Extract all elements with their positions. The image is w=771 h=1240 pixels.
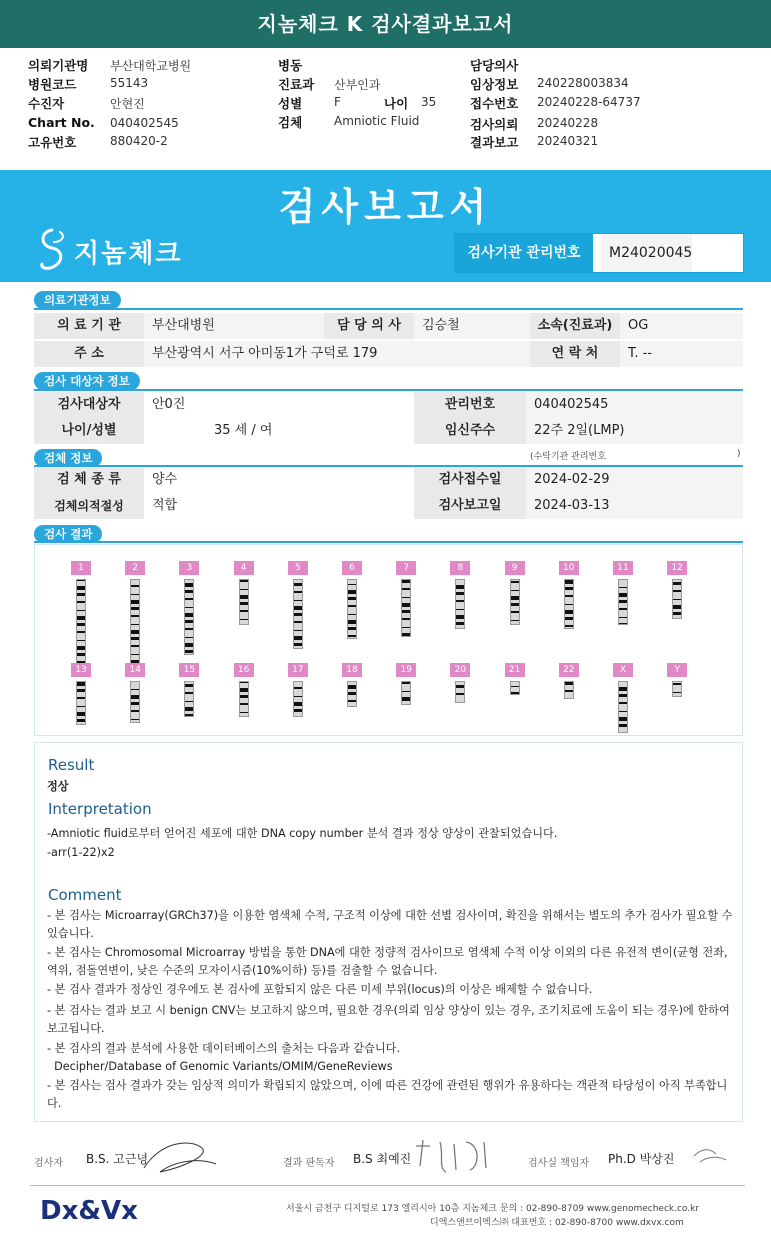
chromosome-ideogram <box>618 681 628 733</box>
chromosome-label: 9 <box>505 561 525 575</box>
clinical-value: 240228003834 <box>537 76 629 90</box>
received-date-value: 2024-02-29 <box>526 467 743 493</box>
request-label: 검사의뢰 <box>470 117 519 132</box>
received-date-label: 검사접수일 <box>414 467 526 493</box>
tester-value: B.S. 고근녕 <box>86 1152 149 1166</box>
chromosome-label: 13 <box>71 663 91 677</box>
report-header-title: 지놈체크 K 검사결과보고서 <box>0 0 771 48</box>
doctor-label-2: 담 당 의 사 <box>324 313 414 339</box>
judge-label: 결과 판독자 <box>283 1158 335 1169</box>
judge-signature-icon <box>410 1136 500 1176</box>
specimen-type-label: 검 체 종 류 <box>34 467 144 493</box>
dept-label-2: 소속(진료과) <box>530 313 620 339</box>
chromosome-ideogram <box>401 579 411 637</box>
footer-company: 디엑스앤브이엑스㈜ 대표번호 : 02-890-8700 www.dxvx.com <box>430 1218 684 1228</box>
chromosome-ideogram <box>293 579 303 649</box>
chromosome-label: Y <box>667 663 687 677</box>
comment-heading: Comment <box>48 886 122 904</box>
section-divider <box>34 308 743 310</box>
chromosome-label: 8 <box>450 561 470 575</box>
chromosome-ideogram <box>510 681 520 695</box>
dept-value: 산부인과 <box>334 78 381 92</box>
chart-value: 040402545 <box>110 116 179 130</box>
section-result: 검사 결과 <box>34 525 102 543</box>
chromosome-label: 2 <box>125 561 145 575</box>
dept-label: 진료과 <box>278 77 315 92</box>
request-value: 20240228 <box>537 116 599 130</box>
specimen-label: 검체 <box>278 115 303 130</box>
chromosome-ideogram <box>564 681 574 699</box>
footer-divider <box>30 1185 745 1186</box>
doctor-label: 담당의사 <box>470 58 519 73</box>
section-divider <box>34 389 743 391</box>
footer-address: 서울시 금천구 디지털로 173 엘리시아 10층 지놈체크 문의 : 02-890-8709 www.genomecheck.co.kr <box>286 1204 700 1214</box>
chromosome-label: 4 <box>234 561 254 575</box>
comment-5-databases: Decipher/Database of Genomic Variants/OMIM/GeneReviews <box>47 1060 393 1073</box>
chromosome-ideogram <box>239 681 249 717</box>
receipt-value: 20240228-64737 <box>537 95 641 109</box>
subject-mgmt-value: 040402545 <box>526 392 743 418</box>
address-label: 주 소 <box>34 341 144 367</box>
contact-label: 연 락 처 <box>530 341 620 367</box>
chief-label: 검사실 책임자 <box>528 1158 590 1169</box>
chromosome-label: 12 <box>667 561 687 575</box>
chromosome-label: 7 <box>396 561 416 575</box>
receipt-label: 접수번호 <box>470 96 519 111</box>
logo-text: 지놈체크 <box>74 239 183 269</box>
chromosome-ideogram <box>455 681 465 703</box>
chromosome-ideogram <box>672 681 682 697</box>
chromosome-label: 18 <box>342 663 362 677</box>
chromosome-label: 3 <box>179 561 199 575</box>
chromosome-label: 10 <box>559 561 579 575</box>
report-title: 검사보고서 <box>278 185 493 229</box>
chromosome-label: 5 <box>288 561 308 575</box>
comment-5: - 본 검사의 결과 분석에 사용한 데이터베이스의 출처는 다음과 같습니다. <box>47 1042 401 1055</box>
code-label: 병원코드 <box>28 77 77 92</box>
code-value: 55143 <box>110 76 149 90</box>
address-value: 부산광역시 서구 아미동1가 구덕로 179 <box>144 341 530 367</box>
chromosome-ideogram <box>130 681 140 723</box>
chief-signature-icon <box>690 1142 730 1168</box>
section-divider <box>34 541 743 543</box>
chromosome-label: 15 <box>179 663 199 677</box>
chromosome-label: X <box>613 663 633 677</box>
report-date-label-2: 검사보고일 <box>414 493 526 519</box>
org-value: 부산대병원 <box>144 313 324 339</box>
sex-value: F <box>334 95 341 109</box>
age-label: 나이 <box>384 96 409 111</box>
pregnancy-week-label: 임신주수 <box>414 418 526 444</box>
karyogram <box>34 544 743 736</box>
chromosome-label: 21 <box>505 663 525 677</box>
chromosome-label: 16 <box>234 663 254 677</box>
chromosome-label: 6 <box>342 561 362 575</box>
chromosome-label: 1 <box>71 561 91 575</box>
doctor-value-2: 김승철 <box>414 313 530 339</box>
chief-value: Ph.D 박상진 <box>608 1152 675 1166</box>
interpretation-heading: Interpretation <box>48 800 152 818</box>
section-institution: 의료기관정보 <box>34 291 121 309</box>
dept-value-2: OG <box>620 313 743 339</box>
section-specimen: 검체 정보 <box>34 449 102 467</box>
sex-label: 성별 <box>278 96 303 111</box>
section-subject: 검사 대상자 정보 <box>34 372 140 390</box>
chromosome-label: 11 <box>613 561 633 575</box>
dxvx-logo: Dx&Vx <box>40 1196 138 1226</box>
subject-age-label: 나이/성별 <box>34 418 144 444</box>
chromosome-ideogram <box>184 579 194 655</box>
contact-value: T. -- <box>620 341 743 367</box>
comment-6: - 본 검사는 검사 결과가 갖는 임상적 의미가 확립되지 않았으며, 이에 따른 건강에 관련된 행위가 유용하다는 객관적 타당성이 아직 부족합니다. <box>47 1079 728 1110</box>
tester-label: 검사자 <box>34 1158 63 1169</box>
chromosome-label: 14 <box>125 663 145 677</box>
hospital-value: 부산대학교병원 <box>110 59 192 73</box>
judge-value: B.S 최예진 <box>353 1152 412 1166</box>
pregnancy-week-value: 22주 2일(LMP) <box>526 418 743 444</box>
report-date-value-2: 2024-03-13 <box>526 493 743 519</box>
comment-3: - 본 검사 결과가 정상인 경우에도 본 검사에 포함되지 않은 다른 미세 부위(locus)의 이상은 배제할 수 없습니다. <box>47 983 593 996</box>
suitability-value: 적합 <box>144 493 414 519</box>
chromosome-ideogram <box>130 579 140 667</box>
subject-name-label: 검사대상자 <box>34 392 144 418</box>
result-heading: Result <box>48 756 95 774</box>
chart-label: Chart No. <box>28 115 95 130</box>
patient-label: 수진자 <box>28 96 65 111</box>
subject-mgmt-label: 관리번호 <box>414 392 526 418</box>
management-number-label: 검사기관 관리번호 <box>455 234 593 272</box>
chromosome-ideogram <box>184 681 194 717</box>
age-value: 35 <box>421 95 437 109</box>
subject-age-value: 35 세 / 여 <box>144 418 414 444</box>
interpretation-line-1: -Amniotic fluid로부터 얻어진 세포에 대한 DNA copy number 분석 결과 정상 양상이 관찰되었습니다. <box>47 827 558 840</box>
chromosome-ideogram <box>347 681 357 707</box>
id-label: 고유번호 <box>28 135 77 150</box>
report-date-value: 20240321 <box>537 134 599 148</box>
tester-signature-icon <box>140 1138 220 1178</box>
specimen-value: Amniotic Fluid <box>334 114 420 128</box>
comment-4: - 본 검사는 결과 보고 시 benign CNV는 보고하지 않으며, 필요한 경우(의뢰 임상 양상이 있는 경우, 조기치료에 도움이 되는 경우)에 한하여 보고됩니다. <box>47 1004 730 1035</box>
patient-value: 안현진 <box>110 97 145 111</box>
ward-label: 병동 <box>278 58 303 73</box>
header-info <box>0 56 771 152</box>
chromosome-label: 17 <box>288 663 308 677</box>
comment-2: - 본 검사는 Chromosomal Microarray 방법을 통한 DNA에 대한 정량적 검사이므로 염색체 수적 이상 이외의 다른 유전적 변이(균형 전좌, 역위, 점돌연변이, 낮은 수준의 모자이시즘(10%이하) 등)를 검출할 수 없습니다. <box>47 946 728 977</box>
comment-1: - 본 검사는 Microarray(GRCh37)을 이용한 염색체 수적, 구조적 이상에 대한 선별 검사이며, 확진을 위해서는 별도의 추가 검사가 필요할 수 있습니다. <box>47 909 733 940</box>
id-value: 880420-2 <box>110 134 168 148</box>
chromosome-ideogram <box>76 579 86 665</box>
chromosome-label: 19 <box>396 663 416 677</box>
chromosome-ideogram <box>564 579 574 629</box>
chromosome-ideogram <box>239 579 249 625</box>
chromosome-ideogram <box>510 579 520 625</box>
hospital-label: 의뢰기관명 <box>28 58 89 73</box>
chromosome-ideogram <box>347 579 357 639</box>
report-date-label: 결과보고 <box>470 135 519 150</box>
specimen-type-value: 양수 <box>144 467 414 493</box>
chromosome-label: 20 <box>450 663 470 677</box>
external-id-note-close: ) <box>737 449 741 459</box>
chromosome-label: 22 <box>559 663 579 677</box>
external-id-note: (수탁기관 관리번호 <box>530 452 606 462</box>
chromosome-ideogram <box>618 579 628 625</box>
suitability-label: 검체의적절성 <box>34 493 144 519</box>
chromosome-ideogram <box>455 579 465 629</box>
chromosome-ideogram <box>293 681 303 717</box>
result-value: 정상 <box>47 780 69 793</box>
management-number-box <box>454 233 744 273</box>
interpretation-line-2: -arr(1-22)x2 <box>47 846 115 859</box>
subject-name-value: 안0진 <box>144 392 414 418</box>
clinical-label: 임상정보 <box>470 77 519 92</box>
management-number-value: M24020045 <box>601 234 692 272</box>
chromosome-ideogram <box>76 681 86 725</box>
chromosome-ideogram <box>401 681 411 705</box>
chromosome-ideogram <box>672 579 682 619</box>
org-label: 의 료 기 관 <box>34 313 144 339</box>
